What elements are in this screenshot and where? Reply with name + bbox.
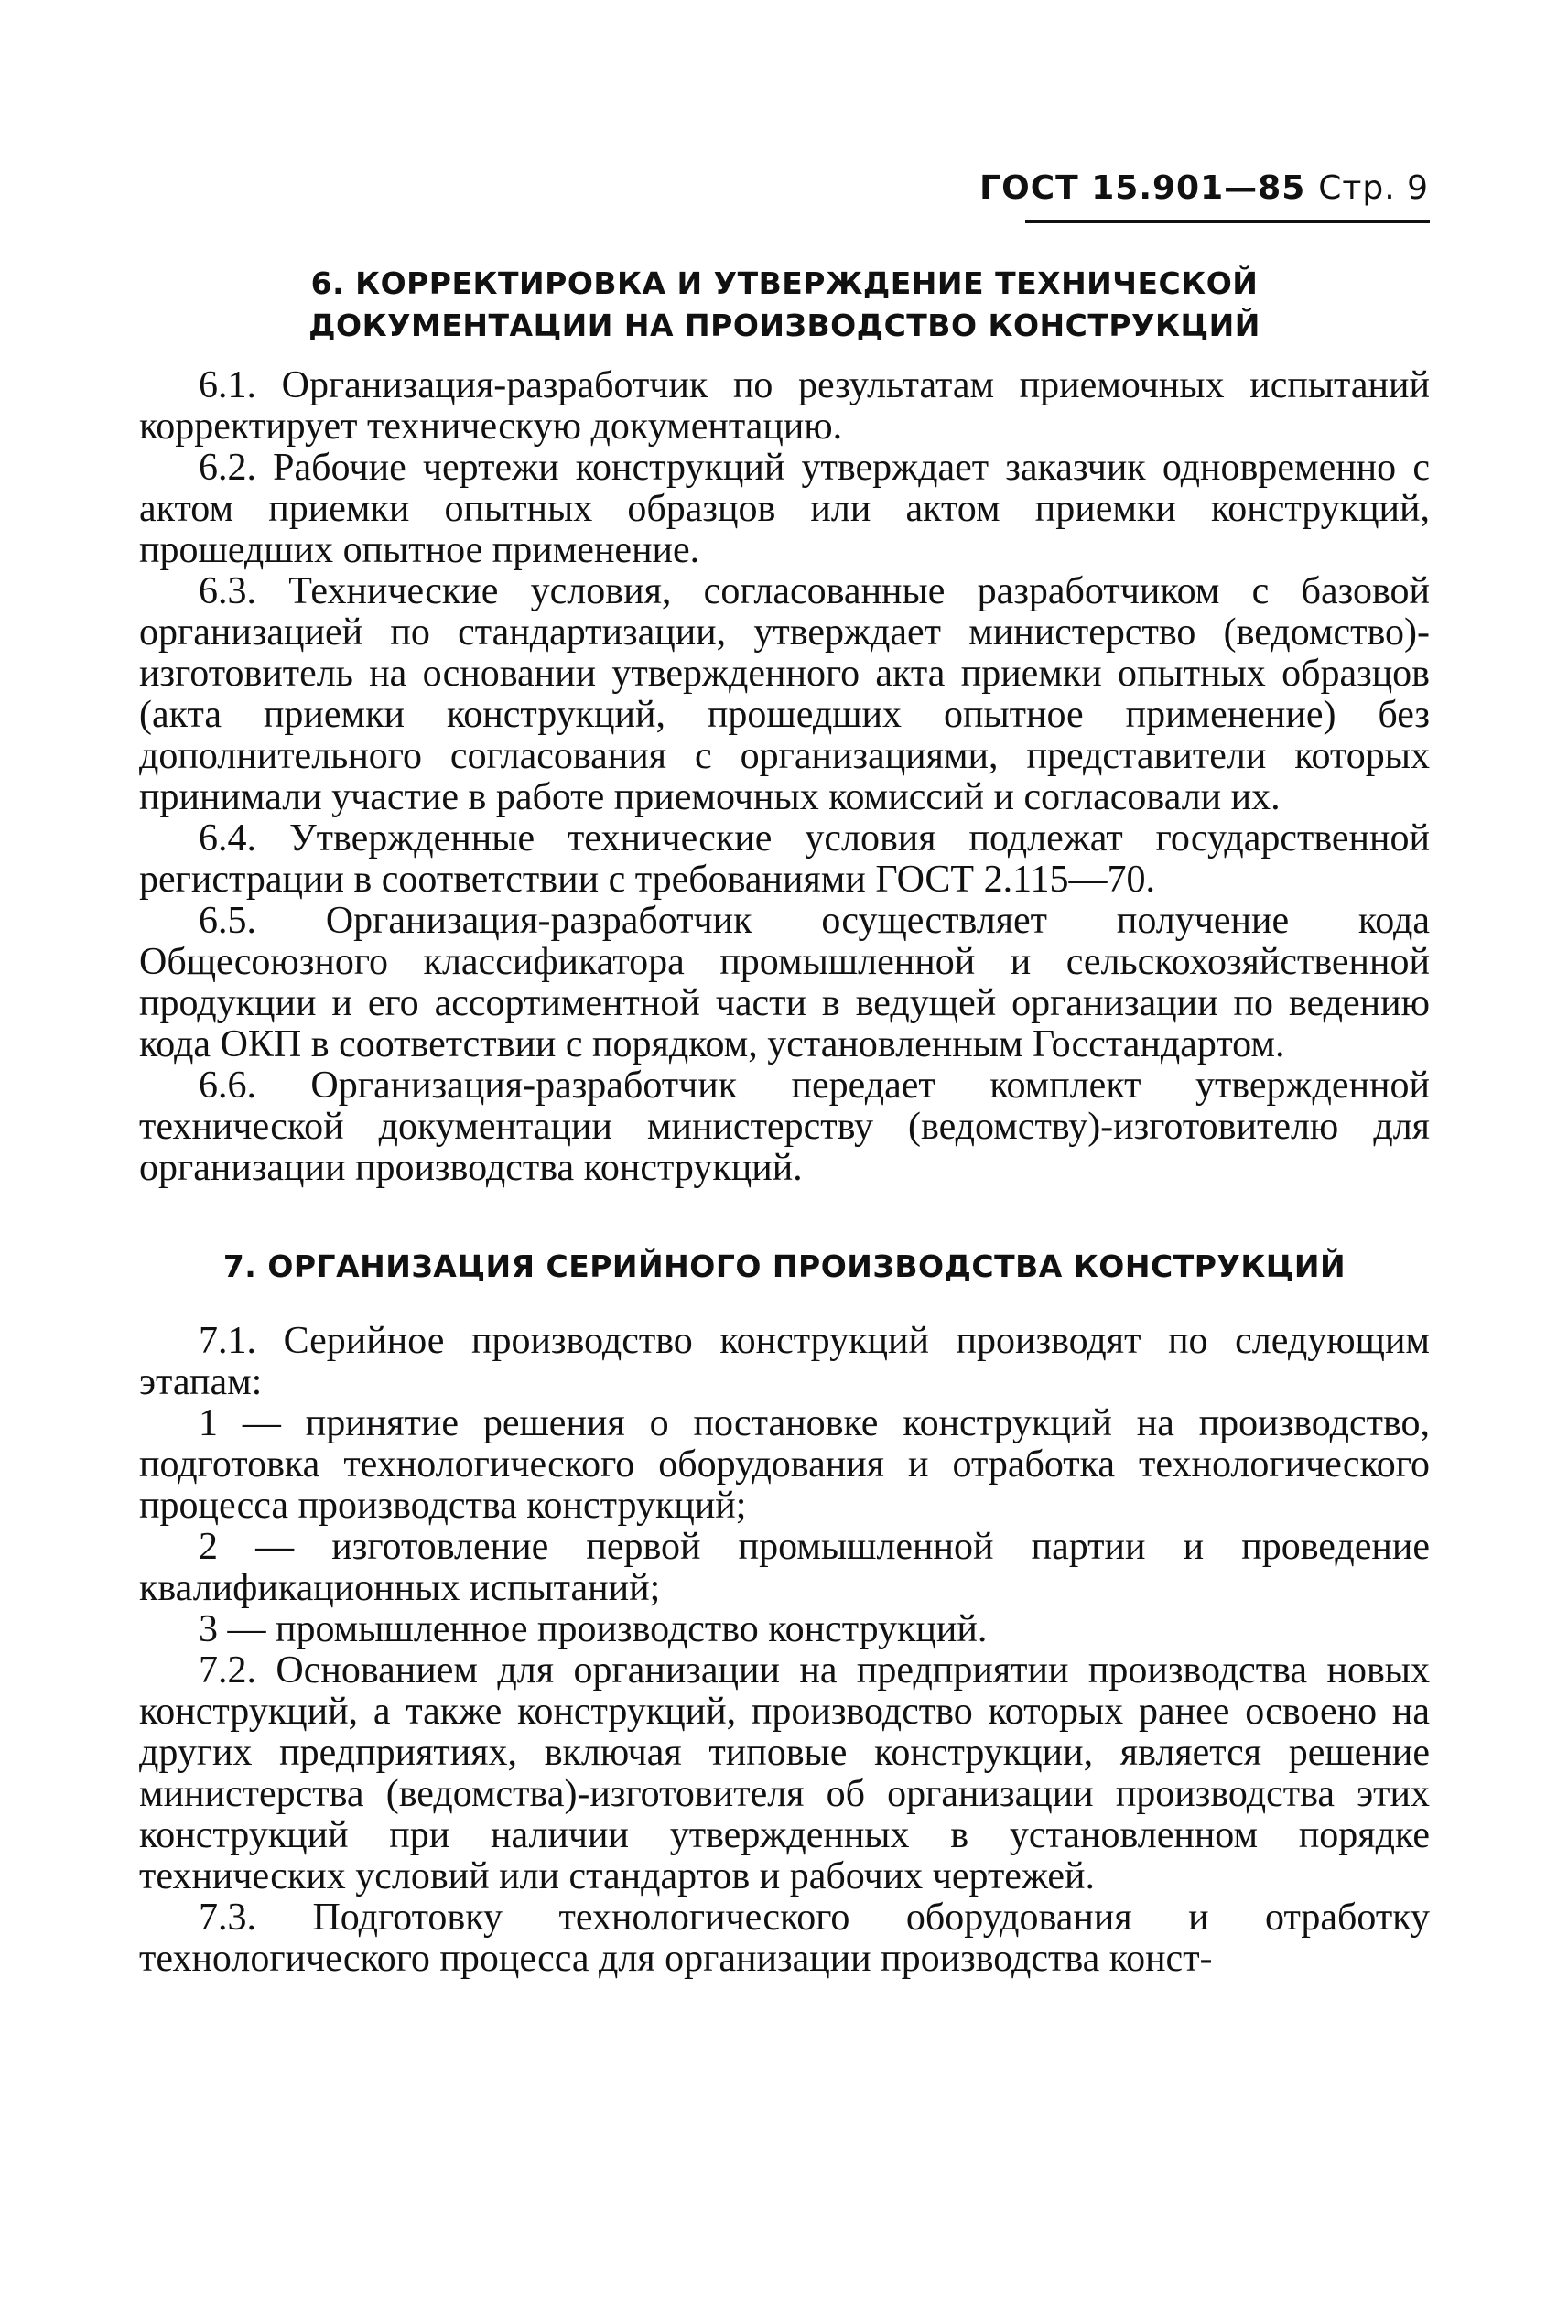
clause-6-3: 6.3. Технические условия, согласованные разработчиком с базовой организацией по стандартизации, утверждает министерство (ведомство)-изготовитель на основании утвержденного акта приемки опытных образцов (акта приемки конструкций, прошедших опытное применение) без дополнительного согласования с организациями, представители которых принимали участие в работе приемочных комиссий и согласовали их.	[139, 570, 1430, 818]
clause-6-4: 6.4. Утвержденные технические условия подлежат государственной регистрации в соответствии с требованиями ГОСТ 2.115—70.	[139, 817, 1430, 901]
header-rule	[1025, 220, 1430, 223]
page-content	[139, 252, 1430, 1980]
section-6-title	[139, 263, 1430, 347]
section-6-title-line-2: ДОКУМЕНТАЦИИ НА ПРОИЗВОДСТВО КОНСТРУКЦИЙ	[308, 308, 1260, 343]
clause-6-5: 6.5. Организация-разработчик осуществляет получение кода Общесоюзного классификатора промышленной и сельскохозяйственной продукции и его ассортиментной части в ведущей организации по ведению кода ОКП в соответствии с порядком, установленным Госстандартом.	[139, 900, 1430, 1065]
stage-1: 1 — принятие решения о постановке конструкций на производство, подготовка технологического оборудования и отработка технологического процесса производства конструкций;	[139, 1402, 1430, 1527]
page-header	[979, 169, 1429, 207]
page-number: Стр. 9	[1318, 169, 1429, 207]
clause-6-2: 6.2. Рабочие чертежи конструкций утверждает заказчик одновременно с актом приемки опытных образцов или актом приемки конструкций, прошедших опытное применение.	[139, 447, 1430, 571]
stage-2: 2 — изготовление первой промышленной партии и проведение квалификационных испытаний;	[139, 1526, 1430, 1609]
standard-number: ГОСТ 15.901—85	[979, 169, 1306, 207]
clause-7-3: 7.3. Подготовку технологического оборудования и отработку технологического процесса для организации производства конст-	[139, 1897, 1430, 1980]
clause-6-6: 6.6. Организация-разработчик передает комплект утвержденной технической документации министерству (ведомству)-изготовителю для организации производства конструкций.	[139, 1065, 1430, 1189]
section-6-title-line-1: 6. КОРРЕКТИРОВКА И УТВЕРЖДЕНИЕ ТЕХНИЧЕСКОЙ	[310, 265, 1259, 301]
clause-7-2: 7.2. Основанием для организации на предприятии производства новых конструкций, а также конструкций, производство которых ранее освоено на других предприятиях, включая типовые конструкции, является решение министерства (ведомства)-изготовителя об организации производства этих конструкций при наличии утвержденных в установленном порядке технических условий или стандартов и рабочих чертежей.	[139, 1649, 1430, 1897]
clause-7-1: 7.1. Серийное производство конструкций производят по следующим этапам:	[139, 1320, 1430, 1403]
stage-3: 3 — промышленное производство конструкций.	[199, 1608, 988, 1650]
section-7-title: 7. ОРГАНИЗАЦИЯ СЕРИЙНОГО ПРОИЗВОДСТВА КОНСТРУКЦИЙ	[222, 1248, 1346, 1284]
clause-6-1: 6.1. Организация-разработчик по результатам приемочных испытаний корректирует техническую документацию.	[139, 364, 1430, 448]
